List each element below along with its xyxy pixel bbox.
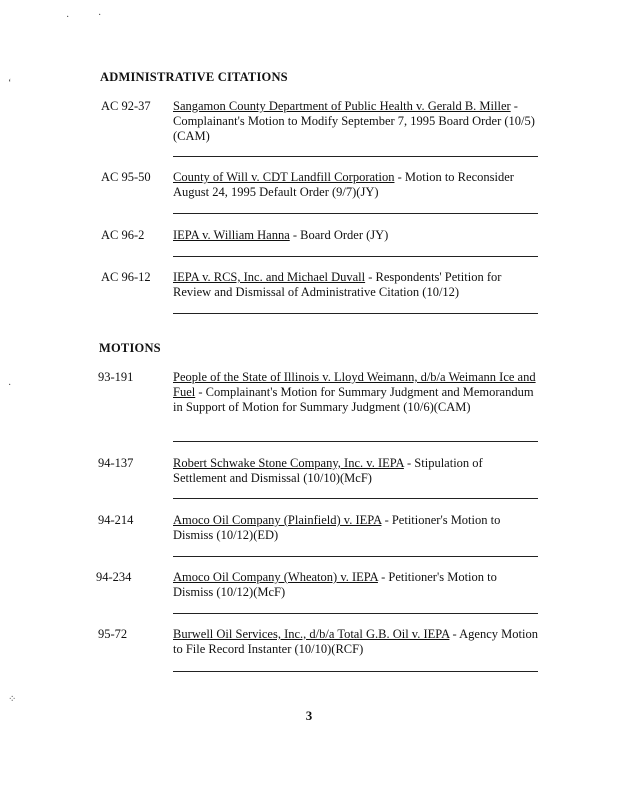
divider [173, 213, 538, 214]
administrative-citations-heading: ADMINISTRATIVE CITATIONS [100, 70, 288, 84]
entry-description [173, 456, 538, 486]
entry-action: - Agency Motion to File Record Instanter (10/10)(RCF) [173, 627, 538, 656]
entry-description [173, 513, 538, 543]
divider [173, 156, 538, 157]
docket-number: 95-72 [98, 627, 128, 641]
divider [173, 613, 538, 614]
docket-number: AC 92-37 [101, 99, 151, 113]
entry-description [173, 170, 538, 200]
scan-speck: ⁘ [8, 694, 17, 705]
docket-number: AC 95-50 [101, 170, 151, 184]
scan-speck: · [98, 10, 102, 21]
entry-description [173, 570, 538, 600]
divider [173, 498, 538, 499]
case-name: People of the State of Illinois v. Lloyd Weimann, d/b/a Weimann Ice and Fuel [173, 370, 536, 399]
entry-description [173, 627, 538, 657]
docket-number: 94-137 [98, 456, 134, 470]
motions-heading: MOTIONS [99, 341, 161, 355]
case-name: IEPA v. RCS, Inc. and Michael Duvall [173, 270, 366, 284]
divider [173, 256, 538, 257]
entry-action: - Respondents' Petition for Review and Dismissal of Administrative Citation (10/12) [173, 270, 502, 299]
entry-action: - Stipulation of Settlement and Dismissal (10/10)(McF) [173, 456, 483, 485]
case-name: County of Will v. CDT Landfill Corporation [173, 170, 395, 184]
entry-action: - Petitioner's Motion to Dismiss (10/12)(McF) [173, 570, 497, 599]
divider [173, 671, 538, 672]
case-name: Robert Schwake Stone Company, Inc. v. IEPA [173, 456, 404, 470]
scan-speck: · [8, 380, 12, 391]
case-name: Burwell Oil Services, Inc., d/b/a Total G.B. Oil v. IEPA [173, 627, 450, 641]
scan-speck: · [66, 12, 70, 23]
case-name: Amoco Oil Company (Plainfield) v. IEPA [173, 513, 382, 527]
case-name: Sangamon County Department of Public Health v. Gerald B. Miller [173, 99, 511, 113]
docket-number: AC 96-2 [101, 228, 145, 242]
entry-action: - Petitioner's Motion to Dismiss (10/12)(ED) [173, 513, 501, 542]
divider [173, 441, 538, 442]
entry-action: - Complainant's Motion to Modify September 7, 1995 Board Order (10/5)(CAM) [173, 99, 535, 143]
case-name: IEPA v. William Hanna [173, 228, 290, 242]
docket-number: AC 96-12 [101, 270, 151, 284]
entry-description [173, 99, 538, 144]
docket-number: 94-234 [96, 570, 132, 584]
entry-action: - Board Order (JY) [289, 228, 389, 242]
scan-speck: ‘ [8, 78, 12, 89]
entry-action: - Motion to Reconsider August 24, 1995 Default Order (9/7)(JY) [173, 170, 514, 199]
divider [173, 313, 538, 314]
docket-number: 93-191 [98, 370, 134, 384]
entry-action: - Complainant's Motion for Summary Judgment and Memorandum in Support of Motion for Summary Judgment (10/6)(CAM) [173, 385, 534, 414]
divider [173, 556, 538, 557]
entry-description [173, 228, 538, 243]
docket-number: 94-214 [98, 513, 134, 527]
case-name: Amoco Oil Company (Wheaton) v. IEPA [173, 570, 378, 584]
page-number: 3 [305, 708, 313, 723]
entry-description [173, 270, 538, 300]
entry-description [173, 370, 538, 415]
